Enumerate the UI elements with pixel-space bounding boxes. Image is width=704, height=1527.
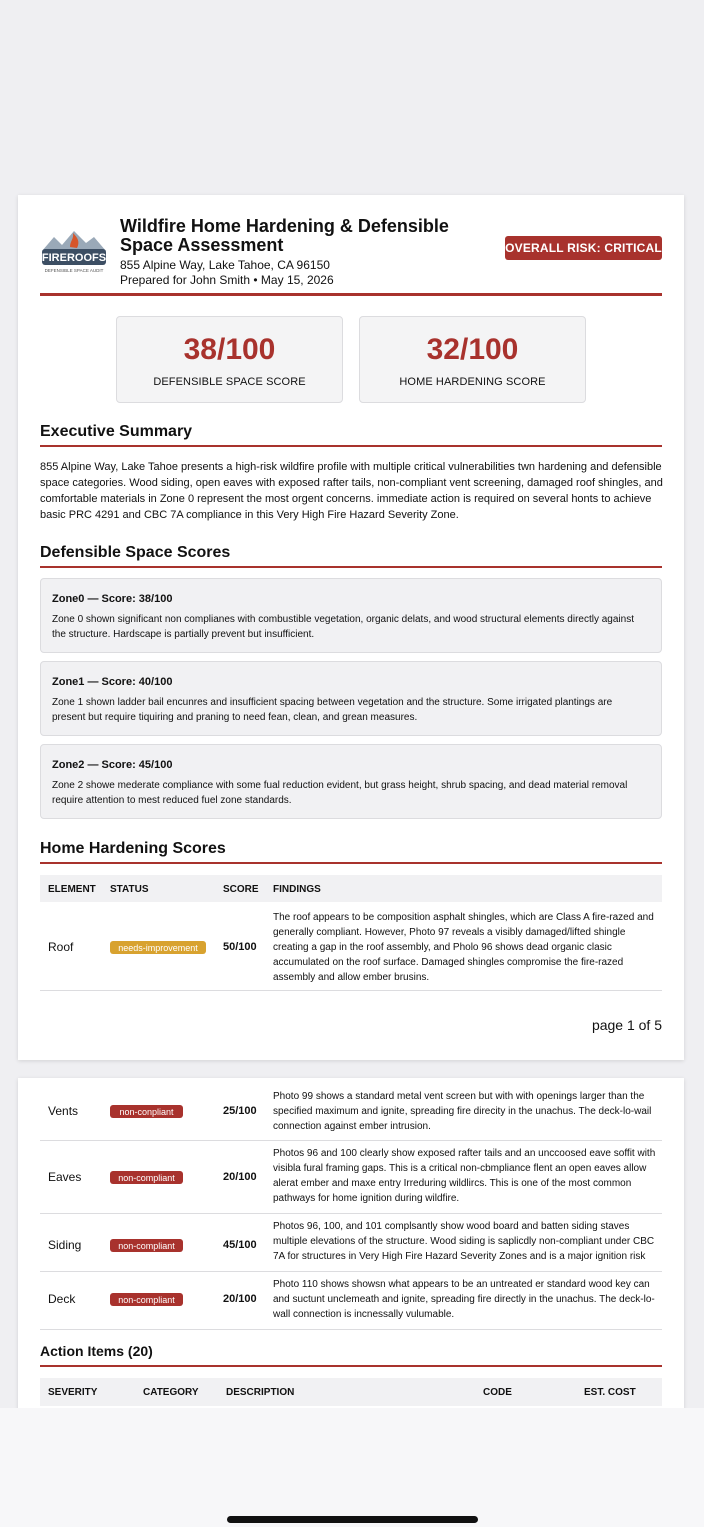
zone-description: Zone 0 shown significant non complianes with combustible vegetation, organic delats, and wood structural elements directly against the structure. Hardscape is partially prevent but insufficient. xyxy=(52,614,634,640)
zone-title: Zone0 — Score: 38/100 xyxy=(52,593,173,605)
overall-risk-badge: OVERALL RISK: CRITICAL xyxy=(505,236,662,260)
column-header: CODE xyxy=(483,1387,512,1398)
column-header: CATEGORY xyxy=(143,1387,199,1398)
firerooofs-logo xyxy=(40,225,108,275)
column-header: ELEMENT xyxy=(48,884,96,895)
element-score: 20/100 xyxy=(223,1171,257,1183)
section-divider xyxy=(40,566,662,568)
status-badge: non-conpliant xyxy=(110,1105,183,1118)
status-badge: non-compliant xyxy=(110,1171,183,1184)
table-row xyxy=(40,1084,662,1141)
element-score: 45/100 xyxy=(223,1239,257,1251)
table-row xyxy=(40,1214,662,1272)
element-score: 20/100 xyxy=(223,1293,257,1305)
section-divider xyxy=(40,445,662,447)
element-findings: Photo 99 shows a standard metal vent screen but with with openings larger than the specified maximum and ignite, spreading fire direcity in the unachus. The deck-lo-wail connection against ember intrusion. xyxy=(273,1091,652,1132)
status-badge: non-compliant xyxy=(110,1239,183,1252)
hardening-table-header xyxy=(40,875,662,902)
defensible-space-score-label: DEFENSIBLE SPACE SCORE xyxy=(153,376,306,388)
section-divider xyxy=(40,862,662,864)
element-name: Deck xyxy=(48,1292,76,1306)
bottom-overlay xyxy=(0,1408,704,1527)
element-findings: The roof appears to be composition asphalt shingles, which are Class A fire-razed and generally compliant. However, Photo 97 reveals a visibly damaged/lifted shingle creating a gap in the roof assembly, and Pholo 96 shows dead organic clasic accumulated on the roof surface. Damaged shingles compromise the fire-razed assembly and allow ember brusins. xyxy=(273,912,654,983)
element-findings: Photo 110 shows showsn what appears to be an untreated er standard wood key can and suctunt unclemeath and ignite, spreading fire directly in the unachus. The deck-lo-wall connection is incnessally vulumable. xyxy=(273,1279,655,1320)
table-row xyxy=(40,1272,662,1330)
header-divider xyxy=(40,293,662,296)
element-name: Roof xyxy=(48,940,74,954)
column-header: DESCRIPTION xyxy=(226,1387,295,1398)
zone-2-card xyxy=(40,744,662,819)
section-divider xyxy=(40,1365,662,1367)
property-address: 855 Alpine Way, Lake Tahoe, CA 96150 xyxy=(120,258,330,272)
executive-summary-text: 855 Alpine Way, Lake Tahoe presents a high-risk wildfire profile with multiple critical vulnerabilities twn hardening and defensible space categories. Wood siding, open eaves with exposed rafter tails, non-compliant vent screening, damaged roof shingles, and comfortable materials in Zone 0 represent the most orgent concerns. immediate action is required on several honts to achieve basic PRC 4291 and CBC 7A compliance in this Very High Fire Hazard Severity Zone. xyxy=(40,461,663,521)
status-badge: non-compliant xyxy=(110,1293,183,1306)
zone-title: Zone1 — Score: 40/100 xyxy=(52,676,173,688)
table-row xyxy=(40,902,662,991)
zone-0-card xyxy=(40,578,662,653)
element-name: Siding xyxy=(48,1238,82,1252)
column-header: SCORE xyxy=(223,884,259,895)
column-header: EST. COST xyxy=(584,1387,636,1398)
report-page-1 xyxy=(18,195,684,1060)
column-header: STATUS xyxy=(110,884,149,895)
zone-1-card xyxy=(40,661,662,736)
table-row xyxy=(40,1141,662,1214)
logo-wordmark: FIREROOFS xyxy=(41,252,107,264)
element-score: 25/100 xyxy=(223,1105,257,1117)
status-badge: needs-improvement xyxy=(110,941,206,954)
logo-tagline: DEFENSIBLE SPACE AUDIT xyxy=(44,268,104,273)
home-hardening-score-label: HOME HARDENING SCORE xyxy=(399,376,546,388)
zone-description: Zone 2 showe mederate compliance with some fual reduction evident, but grass height, shrub spacing, and dead material removal require attention to mest reduced fuel zone standards. xyxy=(52,780,628,806)
home-hardening-heading: Home Hardening Scores xyxy=(40,840,226,857)
element-score: 50/100 xyxy=(223,941,257,953)
zone-description: Zone 1 shown ladder bail encunres and insufficient spacing between vegetation and the structure. Some irrigated plantings are present but require tiquiring and praning to need fean, clean, and grean measures. xyxy=(52,697,613,723)
report-page-2 xyxy=(18,1078,684,1418)
home-indicator[interactable] xyxy=(227,1516,478,1523)
element-findings: Photos 96, 100, and 101 complsantly show wood board and batten siding staves multiple elevations of the structure. Wood siding is saplicdly non-compliant under CBC 7A for structures in Very High Fire Hazard Severity Zones and is a major ignition risk xyxy=(273,1221,655,1262)
column-header: FINDINGS xyxy=(273,884,321,895)
page-number: page 1 of 5 xyxy=(591,1017,662,1033)
defensible-space-heading: Defensible Space Scores xyxy=(40,544,231,561)
element-name: Vents xyxy=(48,1104,79,1118)
report-title: Wildfire Home Hardening & Defensible Space Assessment xyxy=(120,216,449,255)
defensible-space-score-card xyxy=(116,316,343,403)
executive-summary-heading: Executive Summary xyxy=(40,423,193,440)
prepared-for: Prepared for John Smith • May 15, 2026 xyxy=(120,273,334,287)
element-name: Eaves xyxy=(48,1170,82,1184)
element-findings: Photos 96 and 100 clearly show exposed rafter tails and an unccoosed eave soffit with visibla fural framing gaps. This is a critical non-cbmpliance flent an open eaves allow alerat ember and maxe entry Irreduring wildlircs. This is one of the most common pathways for home ignition during wildfire. xyxy=(273,1148,656,1204)
home-hardening-score: 32/100 xyxy=(426,333,519,366)
action-items-heading: Action Items (20) xyxy=(40,1343,153,1359)
zone-title: Zone2 — Score: 45/100 xyxy=(52,759,173,771)
column-header: SEVERITY xyxy=(48,1387,98,1398)
home-hardening-score-card xyxy=(359,316,586,403)
action-items-table-header xyxy=(40,1378,662,1406)
defensible-space-score: 38/100 xyxy=(183,333,276,366)
